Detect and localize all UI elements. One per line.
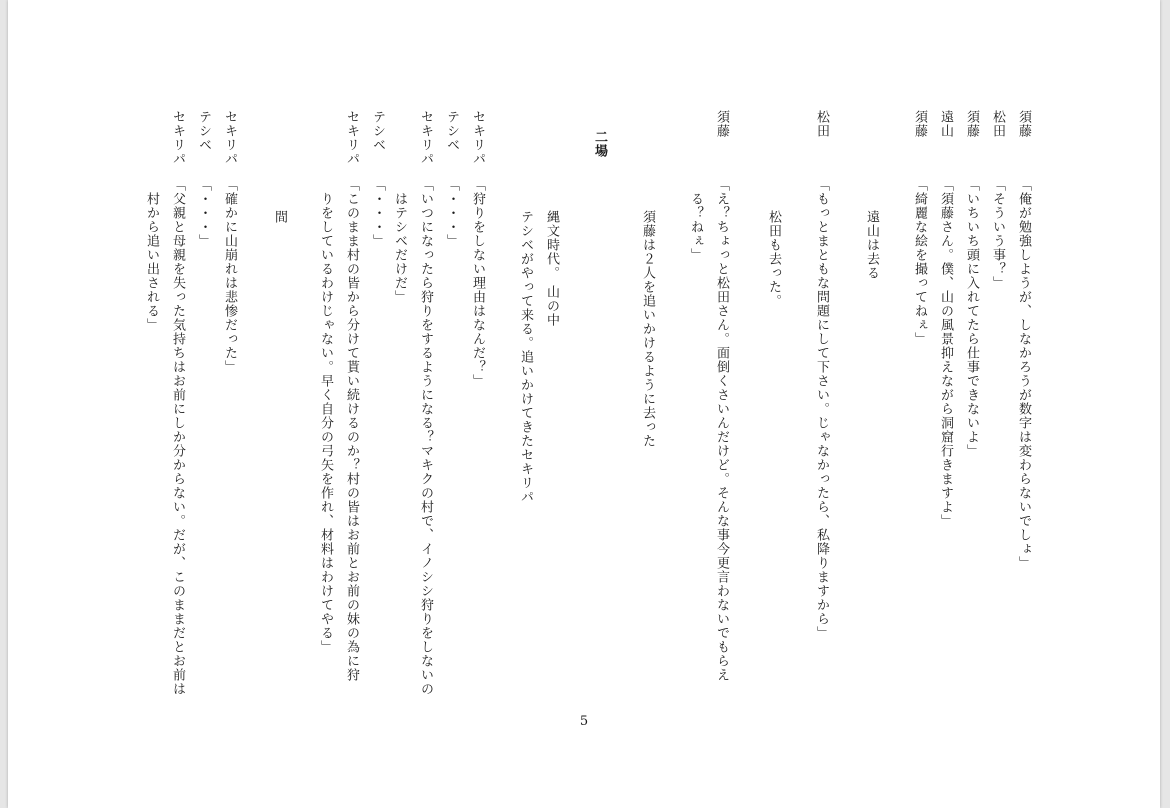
script-line <box>216 0 242 808</box>
script-line <box>464 0 490 808</box>
script-line <box>190 0 216 808</box>
script-line-continuation <box>138 0 164 808</box>
dialogue-text: 「狩りをしない理由はなんだ？」 <box>470 178 485 388</box>
speaker-name: 須藤 <box>964 110 979 138</box>
dialogue-text: 「・・・」 <box>370 178 385 248</box>
script-line <box>1010 0 1036 808</box>
dialogue-text: 「・・・」 <box>196 178 211 248</box>
dialogue-text: る？ねぇ」 <box>688 192 703 262</box>
speaker-name: 遠山 <box>938 110 953 138</box>
dialogue-text: 「確かに山崩れは悲惨だった」 <box>222 178 237 374</box>
script-line <box>708 0 734 808</box>
script-line-continuation <box>682 0 708 808</box>
dialogue-text: 「え？ちょっと松田さん。面倒くさいんだけど。そんな事今更言わないでもらえ <box>714 178 729 682</box>
stage-direction-text: 間 <box>272 210 287 224</box>
stage-direction-text: テシベがやって来る。追いかけてきたセキリパ <box>518 210 533 504</box>
stage-direction <box>634 0 660 808</box>
scene-heading-text: 二場 <box>592 130 607 158</box>
script-line <box>438 0 464 808</box>
script-line <box>412 0 438 808</box>
script-line <box>338 0 364 808</box>
stage-direction-text: 縄文時代。 山の中 <box>544 210 559 328</box>
dialogue-text: 「須藤さん。僕、山の風景抑えながら洞窟行きますよ」 <box>938 178 953 528</box>
speaker-name: 須藤 <box>1016 110 1031 138</box>
script-line <box>164 0 190 808</box>
stage-direction <box>538 0 564 808</box>
dialogue-text: 「いつになったら狩りをするようになる？マキクの村で、イノシシ狩りをしないの <box>418 178 433 696</box>
script-line <box>984 0 1010 808</box>
stage-direction <box>512 0 538 808</box>
script-line <box>364 0 390 808</box>
speaker-name: 須藤 <box>912 110 927 138</box>
speaker-name: セキリパ <box>170 110 185 166</box>
page-number: 5 <box>579 714 589 729</box>
dialogue-text: 「そういう事？」 <box>990 178 1005 290</box>
scene-heading <box>586 0 612 808</box>
script-page <box>8 0 1160 808</box>
script-line <box>932 0 958 808</box>
script-line-continuation <box>312 0 338 808</box>
stage-direction-text: 遠山は去る <box>864 210 879 280</box>
dialogue-text: 「もっとまともな問題にして下さい。じゃなかったら、私降りますから」 <box>814 178 829 640</box>
speaker-name: セキリパ <box>470 110 485 166</box>
stage-direction-text: 須藤は２人を追いかけるように去った <box>640 210 655 448</box>
dialogue-text: 「いちいち頭に入れてたら仕事できないよ」 <box>964 178 979 458</box>
speaker-name: セキリパ <box>344 110 359 166</box>
dialogue-text: はテシベだけだ」 <box>392 192 407 304</box>
speaker-name: 須藤 <box>714 110 729 138</box>
speaker-name: テシベ <box>370 110 385 152</box>
stage-direction <box>266 0 292 808</box>
speaker-name: テシベ <box>444 110 459 152</box>
stage-direction <box>858 0 884 808</box>
dialogue-text: 「父親と母親を失った気持ちはお前にしか分からない。だが、このままだとお前は <box>170 178 185 696</box>
stage-direction <box>760 0 786 808</box>
dialogue-text: 「俺が勉強しようが、しなかろうが数字は変わらないでしょ」 <box>1016 178 1031 570</box>
script-line <box>808 0 834 808</box>
stage-direction-text: 松田も去った。 <box>766 210 781 308</box>
script-line <box>958 0 984 808</box>
speaker-name: 松田 <box>814 110 829 138</box>
dialogue-text: 「・・・」 <box>444 178 459 248</box>
dialogue-text: 「このまま村の皆から分けて貰い続けるのか？村の皆はお前とお前の妹の為に狩 <box>344 178 359 682</box>
dialogue-text: 村から追い出される」 <box>144 192 159 332</box>
speaker-name: テシベ <box>196 110 211 152</box>
speaker-name: 松田 <box>990 110 1005 138</box>
script-line <box>906 0 932 808</box>
dialogue-text: りをしているわけじゃない。早く自分の弓矢を作れ、材料はわけてやる」 <box>318 192 333 654</box>
dialogue-text: 「綺麗な絵を撮ってねぇ」 <box>912 178 927 346</box>
speaker-name: セキリパ <box>222 110 237 166</box>
speaker-name: セキリパ <box>418 110 433 166</box>
